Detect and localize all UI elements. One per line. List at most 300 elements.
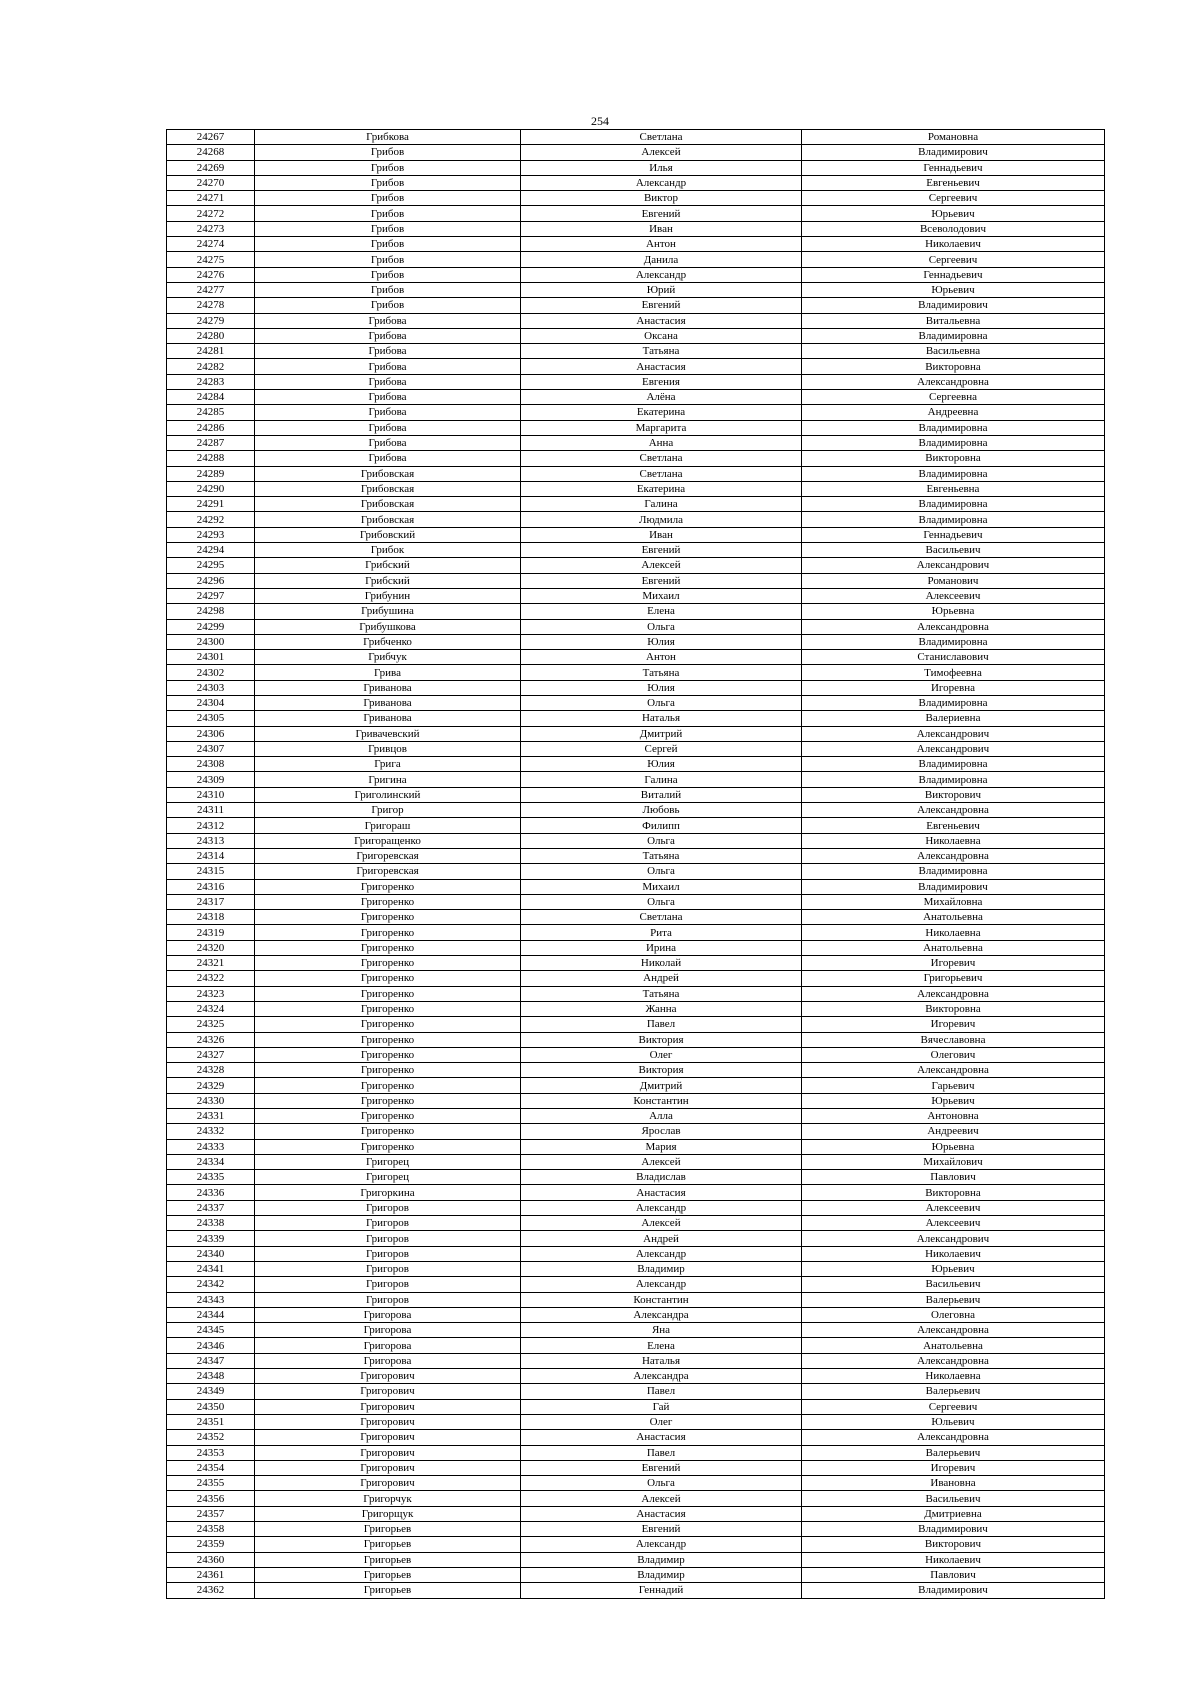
record-number-cell: 24347 (167, 1353, 255, 1368)
table-row (167, 527, 1105, 542)
record-number-cell: 24345 (167, 1323, 255, 1338)
table-row (167, 879, 1105, 894)
record-number-cell: 24313 (167, 833, 255, 848)
surname-cell: Грибова (255, 435, 521, 450)
surname-cell: Грибушкова (255, 619, 521, 634)
patronymic-cell: Николаевич (802, 1246, 1105, 1261)
patronymic-cell: Викторович (802, 1537, 1105, 1552)
table-row (167, 711, 1105, 726)
record-number-cell: 24292 (167, 512, 255, 527)
surname-cell: Грибов (255, 237, 521, 252)
record-number-cell: 24323 (167, 986, 255, 1001)
table-row (167, 359, 1105, 374)
record-number-cell: 24269 (167, 160, 255, 175)
surname-cell: Григоренко (255, 1047, 521, 1062)
record-number-cell: 24299 (167, 619, 255, 634)
first-name-cell: Алексей (521, 1154, 802, 1169)
record-number-cell: 24340 (167, 1246, 255, 1261)
first-name-cell: Александр (521, 175, 802, 190)
table-row (167, 1246, 1105, 1261)
first-name-cell: Алексей (521, 1216, 802, 1231)
first-name-cell: Ольга (521, 695, 802, 710)
table-row (167, 1261, 1105, 1276)
record-number-cell: 24318 (167, 910, 255, 925)
first-name-cell: Ярослав (521, 1124, 802, 1139)
patronymic-cell: Сергеевна (802, 390, 1105, 405)
table-row (167, 864, 1105, 879)
surname-cell: Грибова (255, 420, 521, 435)
patronymic-cell: Владимировна (802, 435, 1105, 450)
table-row (167, 1369, 1105, 1384)
record-number-cell: 24359 (167, 1537, 255, 1552)
first-name-cell: Татьяна (521, 344, 802, 359)
table-row (167, 1430, 1105, 1445)
surname-cell: Грибский (255, 573, 521, 588)
first-name-cell: Алёна (521, 390, 802, 405)
patronymic-cell: Анатольевна (802, 910, 1105, 925)
record-number-cell: 24330 (167, 1093, 255, 1108)
patronymic-cell: Витальевна (802, 313, 1105, 328)
record-number-cell: 24324 (167, 1001, 255, 1016)
first-name-cell: Екатерина (521, 481, 802, 496)
patronymic-cell: Дмитриевна (802, 1506, 1105, 1521)
first-name-cell: Маргарита (521, 420, 802, 435)
surname-cell: Гриванова (255, 680, 521, 695)
first-name-cell: Юлия (521, 634, 802, 649)
first-name-cell: Евгений (521, 1460, 802, 1475)
table-row (167, 206, 1105, 221)
surname-cell: Григорьев (255, 1567, 521, 1582)
surname-cell: Грибов (255, 252, 521, 267)
patronymic-cell: Васильевна (802, 344, 1105, 359)
patronymic-cell: Евгеньевна (802, 481, 1105, 496)
table-row (167, 665, 1105, 680)
record-number-cell: 24278 (167, 298, 255, 313)
surname-cell: Грибченко (255, 634, 521, 649)
surname-cell: Григоревская (255, 864, 521, 879)
record-number-cell: 24308 (167, 757, 255, 772)
patronymic-cell: Викторовна (802, 359, 1105, 374)
record-number-cell: 24357 (167, 1506, 255, 1521)
first-name-cell: Александр (521, 267, 802, 282)
patronymic-cell: Павлович (802, 1567, 1105, 1582)
table-row (167, 512, 1105, 527)
patronymic-cell: Викторовна (802, 1185, 1105, 1200)
surname-cell: Грибов (255, 191, 521, 206)
first-name-cell: Антон (521, 650, 802, 665)
patronymic-cell: Евгеньевич (802, 818, 1105, 833)
record-number-cell: 24352 (167, 1430, 255, 1445)
patronymic-cell: Владимирович (802, 298, 1105, 313)
table-row (167, 1292, 1105, 1307)
surname-cell: Грибова (255, 405, 521, 420)
surname-cell: Григорец (255, 1170, 521, 1185)
table-row (167, 344, 1105, 359)
surname-cell: Грибунин (255, 588, 521, 603)
record-number-cell: 24353 (167, 1445, 255, 1460)
surname-cell: Григоров (255, 1216, 521, 1231)
patronymic-cell: Юльевич (802, 1414, 1105, 1429)
first-name-cell: Жанна (521, 1001, 802, 1016)
surname-cell: Григорович (255, 1476, 521, 1491)
surname-cell: Грига (255, 757, 521, 772)
surname-cell: Грибкова (255, 130, 521, 145)
surname-cell: Грибов (255, 175, 521, 190)
surname-cell: Григоренко (255, 986, 521, 1001)
record-number-cell: 24349 (167, 1384, 255, 1399)
surname-cell: Грибовская (255, 497, 521, 512)
patronymic-cell: Владимировна (802, 634, 1105, 649)
first-name-cell: Татьяна (521, 986, 802, 1001)
surname-cell: Грибова (255, 374, 521, 389)
first-name-cell: Екатерина (521, 405, 802, 420)
patronymic-cell: Александрович (802, 726, 1105, 741)
record-number-cell: 24321 (167, 956, 255, 971)
record-number-cell: 24329 (167, 1078, 255, 1093)
surname-cell: Гривачевский (255, 726, 521, 741)
record-number-cell: 24283 (167, 374, 255, 389)
patronymic-cell: Алексеевич (802, 588, 1105, 603)
record-number-cell: 24332 (167, 1124, 255, 1139)
table-row (167, 374, 1105, 389)
record-number-cell: 24271 (167, 191, 255, 206)
first-name-cell: Людмила (521, 512, 802, 527)
table-row (167, 1078, 1105, 1093)
record-number-cell: 24291 (167, 497, 255, 512)
table-row (167, 925, 1105, 940)
surname-cell: Григорович (255, 1399, 521, 1414)
patronymic-cell: Викторович (802, 787, 1105, 802)
table-row (167, 986, 1105, 1001)
table-row (167, 1353, 1105, 1368)
surname-cell: Григоренко (255, 1001, 521, 1016)
record-number-cell: 24354 (167, 1460, 255, 1475)
surname-cell: Григорьев (255, 1583, 521, 1598)
table-row (167, 175, 1105, 190)
first-name-cell: Любовь (521, 803, 802, 818)
first-name-cell: Ирина (521, 940, 802, 955)
patronymic-cell: Владимировна (802, 420, 1105, 435)
table-row (167, 803, 1105, 818)
table-row (167, 1124, 1105, 1139)
table-row (167, 435, 1105, 450)
patronymic-cell: Александровна (802, 619, 1105, 634)
first-name-cell: Павел (521, 1445, 802, 1460)
patronymic-cell: Александрович (802, 1231, 1105, 1246)
surname-cell: Григоренко (255, 1109, 521, 1124)
patronymic-cell: Анатольевна (802, 940, 1105, 955)
first-name-cell: Олег (521, 1414, 802, 1429)
record-number-cell: 24273 (167, 221, 255, 236)
surname-cell: Григорьев (255, 1522, 521, 1537)
first-name-cell: Ольга (521, 864, 802, 879)
patronymic-cell: Сергеевич (802, 191, 1105, 206)
record-number-cell: 24282 (167, 359, 255, 374)
record-number-cell: 24331 (167, 1109, 255, 1124)
surname-cell: Грибок (255, 543, 521, 558)
surname-cell: Григорович (255, 1445, 521, 1460)
first-name-cell: Иван (521, 221, 802, 236)
record-number-cell: 24335 (167, 1170, 255, 1185)
patronymic-cell: Александровна (802, 986, 1105, 1001)
record-number-cell: 24276 (167, 267, 255, 282)
first-name-cell: Павел (521, 1384, 802, 1399)
record-number-cell: 24275 (167, 252, 255, 267)
patronymic-cell: Александровна (802, 1323, 1105, 1338)
surname-cell: Григорович (255, 1430, 521, 1445)
table-row (167, 267, 1105, 282)
first-name-cell: Александр (521, 1277, 802, 1292)
first-name-cell: Анна (521, 435, 802, 450)
patronymic-cell: Александрович (802, 558, 1105, 573)
surname-cell: Григолинский (255, 787, 521, 802)
surname-cell: Григоренко (255, 925, 521, 940)
surname-cell: Грибский (255, 558, 521, 573)
patronymic-cell: Станиславович (802, 650, 1105, 665)
first-name-cell: Андрей (521, 1231, 802, 1246)
surname-cell: Григорова (255, 1307, 521, 1322)
record-number-cell: 24312 (167, 818, 255, 833)
patronymic-cell: Александровна (802, 1353, 1105, 1368)
table-row (167, 237, 1105, 252)
table-row (167, 497, 1105, 512)
table-row (167, 328, 1105, 343)
surname-cell: Грибушина (255, 604, 521, 619)
surname-cell: Григоренко (255, 1078, 521, 1093)
page-number: 254 (591, 114, 609, 128)
patronymic-cell: Андреевич (802, 1124, 1105, 1139)
surname-cell: Григоренко (255, 1063, 521, 1078)
record-number-cell: 24351 (167, 1414, 255, 1429)
patronymic-cell: Валерьевич (802, 1292, 1105, 1307)
first-name-cell: Евгения (521, 374, 802, 389)
first-name-cell: Яна (521, 1323, 802, 1338)
surname-cell: Григоренко (255, 1124, 521, 1139)
surname-cell: Григоров (255, 1246, 521, 1261)
first-name-cell: Антон (521, 237, 802, 252)
record-number-cell: 24322 (167, 971, 255, 986)
record-number-cell: 24316 (167, 879, 255, 894)
first-name-cell: Мария (521, 1139, 802, 1154)
table-row (167, 1001, 1105, 1016)
table-row (167, 726, 1105, 741)
registry-table (166, 129, 1105, 1599)
first-name-cell: Анастасия (521, 1185, 802, 1200)
surname-cell: Григоренко (255, 910, 521, 925)
record-number-cell: 24317 (167, 894, 255, 909)
table-row (167, 833, 1105, 848)
first-name-cell: Владимир (521, 1261, 802, 1276)
record-number-cell: 24337 (167, 1200, 255, 1215)
surname-cell: Грибчук (255, 650, 521, 665)
first-name-cell: Алексей (521, 558, 802, 573)
record-number-cell: 24293 (167, 527, 255, 542)
first-name-cell: Галина (521, 772, 802, 787)
surname-cell: Грибов (255, 298, 521, 313)
table-row (167, 451, 1105, 466)
patronymic-cell: Владимировна (802, 328, 1105, 343)
first-name-cell: Константин (521, 1292, 802, 1307)
record-number-cell: 24310 (167, 787, 255, 802)
surname-cell: Грибова (255, 313, 521, 328)
first-name-cell: Павел (521, 1017, 802, 1032)
surname-cell: Грибова (255, 390, 521, 405)
patronymic-cell: Владимировна (802, 757, 1105, 772)
first-name-cell: Ольга (521, 619, 802, 634)
patronymic-cell: Юрьевна (802, 1139, 1105, 1154)
table-row (167, 405, 1105, 420)
record-number-cell: 24268 (167, 145, 255, 160)
table-row (167, 818, 1105, 833)
record-number-cell: 24319 (167, 925, 255, 940)
first-name-cell: Олег (521, 1047, 802, 1062)
surname-cell: Григоревская (255, 848, 521, 863)
patronymic-cell: Васильевич (802, 1277, 1105, 1292)
record-number-cell: 24294 (167, 543, 255, 558)
patronymic-cell: Михайловна (802, 894, 1105, 909)
surname-cell: Грибовская (255, 512, 521, 527)
first-name-cell: Юлия (521, 680, 802, 695)
first-name-cell: Татьяна (521, 665, 802, 680)
patronymic-cell: Алексеевич (802, 1216, 1105, 1231)
patronymic-cell: Евгеньевич (802, 175, 1105, 190)
surname-cell: Григоров (255, 1231, 521, 1246)
first-name-cell: Виктор (521, 191, 802, 206)
surname-cell: Григорчук (255, 1491, 521, 1506)
surname-cell: Григорович (255, 1460, 521, 1475)
surname-cell: Григоров (255, 1277, 521, 1292)
patronymic-cell: Владимирович (802, 879, 1105, 894)
surname-cell: Грибова (255, 328, 521, 343)
first-name-cell: Наталья (521, 1353, 802, 1368)
surname-cell: Григоров (255, 1261, 521, 1276)
surname-cell: Григоренко (255, 1093, 521, 1108)
table-row (167, 787, 1105, 802)
table-row (167, 420, 1105, 435)
table-row (167, 956, 1105, 971)
record-number-cell: 24328 (167, 1063, 255, 1078)
table-row (167, 191, 1105, 206)
patronymic-cell: Игоревич (802, 1460, 1105, 1475)
patronymic-cell: Юрьевич (802, 1261, 1105, 1276)
table-row (167, 1139, 1105, 1154)
table-row (167, 757, 1105, 772)
patronymic-cell: Тимофеевна (802, 665, 1105, 680)
record-number-cell: 24305 (167, 711, 255, 726)
surname-cell: Гриванова (255, 711, 521, 726)
record-number-cell: 24334 (167, 1154, 255, 1169)
patronymic-cell: Всеволодович (802, 221, 1105, 236)
table-row (167, 1384, 1105, 1399)
record-number-cell: 24338 (167, 1216, 255, 1231)
first-name-cell: Алексей (521, 1491, 802, 1506)
patronymic-cell: Николаевна (802, 925, 1105, 940)
record-number-cell: 24350 (167, 1399, 255, 1414)
surname-cell: Грибов (255, 206, 521, 221)
table-row (167, 1170, 1105, 1185)
record-number-cell: 24274 (167, 237, 255, 252)
first-name-cell: Александр (521, 1537, 802, 1552)
record-number-cell: 24287 (167, 435, 255, 450)
patronymic-cell: Юрьевич (802, 1093, 1105, 1108)
record-number-cell: 24279 (167, 313, 255, 328)
patronymic-cell: Владимирович (802, 1583, 1105, 1598)
first-name-cell: Михаил (521, 588, 802, 603)
first-name-cell: Виктория (521, 1032, 802, 1047)
record-number-cell: 24339 (167, 1231, 255, 1246)
first-name-cell: Ольга (521, 1476, 802, 1491)
first-name-cell: Елена (521, 604, 802, 619)
first-name-cell: Виктория (521, 1063, 802, 1078)
record-number-cell: 24325 (167, 1017, 255, 1032)
patronymic-cell: Гарьевич (802, 1078, 1105, 1093)
table-row (167, 1567, 1105, 1582)
record-number-cell: 24320 (167, 940, 255, 955)
table-row (167, 971, 1105, 986)
record-number-cell: 24295 (167, 558, 255, 573)
registry-table-body (167, 130, 1105, 1599)
first-name-cell: Евгений (521, 573, 802, 588)
patronymic-cell: Анатольевна (802, 1338, 1105, 1353)
record-number-cell: 24307 (167, 741, 255, 756)
first-name-cell: Алла (521, 1109, 802, 1124)
patronymic-cell: Васильевич (802, 1491, 1105, 1506)
surname-cell: Григоращенко (255, 833, 521, 848)
first-name-cell: Андрей (521, 971, 802, 986)
first-name-cell: Оксана (521, 328, 802, 343)
table-row (167, 1307, 1105, 1322)
first-name-cell: Данила (521, 252, 802, 267)
surname-cell: Григоров (255, 1200, 521, 1215)
table-row (167, 1506, 1105, 1521)
first-name-cell: Евгений (521, 206, 802, 221)
first-name-cell: Иван (521, 527, 802, 542)
first-name-cell: Александр (521, 1200, 802, 1215)
patronymic-cell: Григорьевич (802, 971, 1105, 986)
record-number-cell: 24336 (167, 1185, 255, 1200)
patronymic-cell: Андреевна (802, 405, 1105, 420)
first-name-cell: Александра (521, 1307, 802, 1322)
surname-cell: Грива (255, 665, 521, 680)
surname-cell: Григорович (255, 1414, 521, 1429)
record-number-cell: 24358 (167, 1522, 255, 1537)
surname-cell: Григоренко (255, 971, 521, 986)
table-row (167, 221, 1105, 236)
first-name-cell: Евгений (521, 543, 802, 558)
surname-cell: Григоренко (255, 879, 521, 894)
table-row (167, 481, 1105, 496)
patronymic-cell: Юрьевна (802, 604, 1105, 619)
patronymic-cell: Николаевич (802, 1552, 1105, 1567)
patronymic-cell: Игоревна (802, 680, 1105, 695)
table-row (167, 1200, 1105, 1215)
patronymic-cell: Александровна (802, 1430, 1105, 1445)
first-name-cell: Анастасия (521, 313, 802, 328)
table-row (167, 1552, 1105, 1567)
record-number-cell: 24289 (167, 466, 255, 481)
first-name-cell: Светлана (521, 451, 802, 466)
patronymic-cell: Викторовна (802, 1001, 1105, 1016)
table-row (167, 1445, 1105, 1460)
surname-cell: Григоренко (255, 1032, 521, 1047)
patronymic-cell: Владимирович (802, 1522, 1105, 1537)
patronymic-cell: Геннадьевич (802, 267, 1105, 282)
record-number-cell: 24314 (167, 848, 255, 863)
table-row (167, 650, 1105, 665)
surname-cell: Грибов (255, 145, 521, 160)
patronymic-cell: Владимировна (802, 466, 1105, 481)
surname-cell: Григоренко (255, 894, 521, 909)
